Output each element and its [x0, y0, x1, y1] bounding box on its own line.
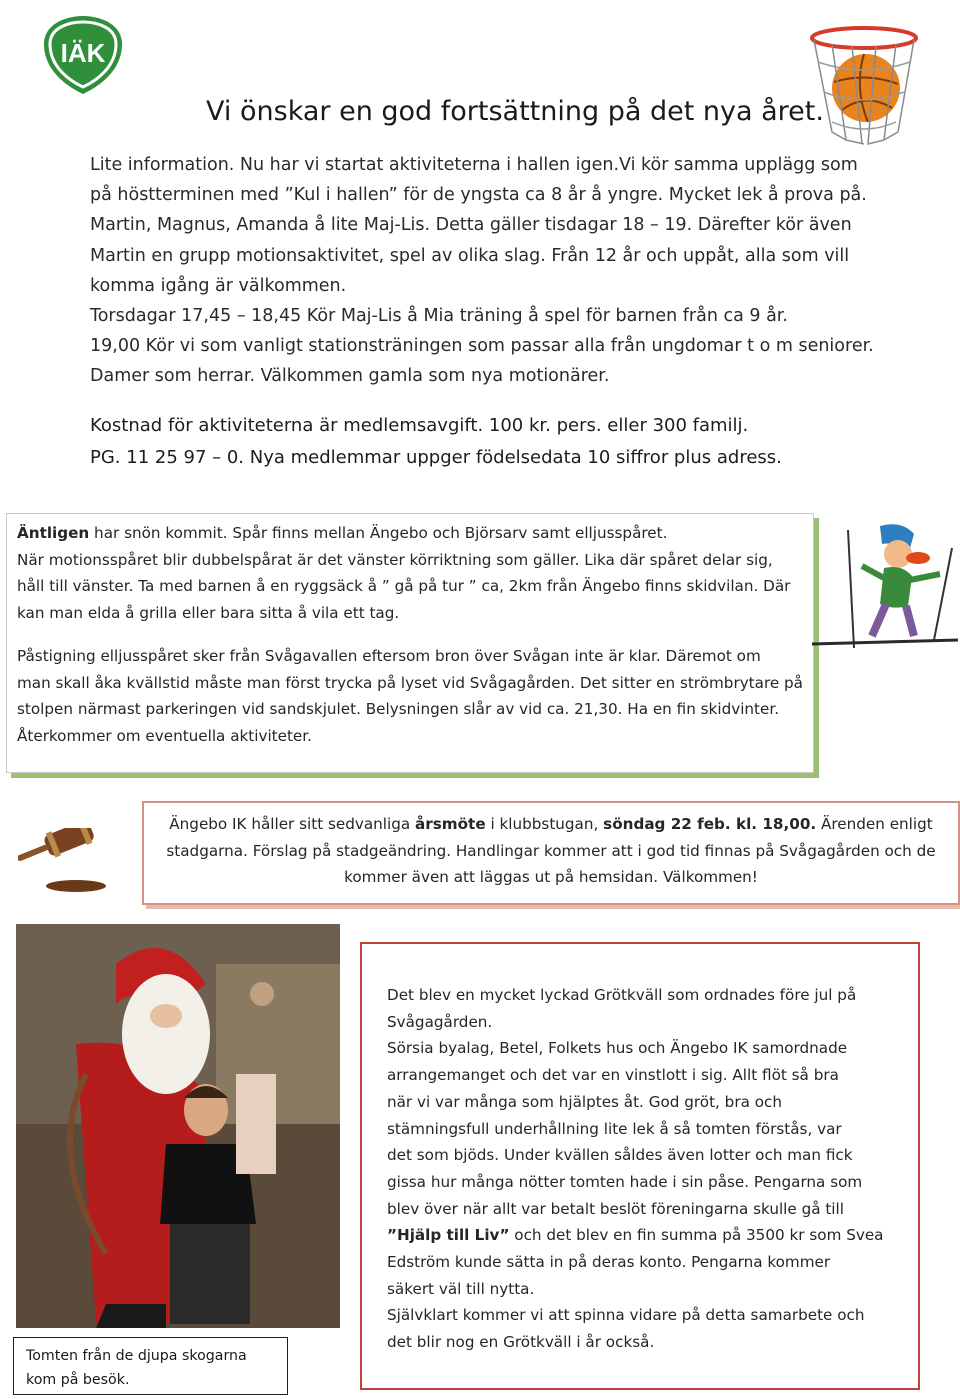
ski-line: man skall åka kvällstid måste man först trycka på lyset vid Svågagården. Det sitter en strömbrytare på	[17, 673, 803, 692]
intro-line: på höstterminen med ”Kul i hallen” för de yngsta ca 8 år å yngre. Mycket lek å prova på.	[90, 185, 867, 206]
photo-caption	[13, 1337, 288, 1395]
story-bold-rest: och det blev en fin summa på 3500 kr som Svea	[509, 1226, 884, 1245]
story-line: Det blev en mycket lyckad Grötkväll som ordnades före jul på	[387, 986, 857, 1004]
intro-line: Martin, Magnus, Amanda å lite Maj-Lis. Detta gäller tisdagar 18 – 19. Därefter kör även	[90, 215, 852, 236]
ski-line: Påstigning elljusspåret sker från Svågavallen eftersom bron över Svågan inte är klar. Däremot om	[17, 647, 761, 665]
santa-photo	[16, 924, 340, 1328]
story-line: säkert väl till nytta.	[387, 1279, 535, 1298]
club-logo-text: IÄK	[60, 38, 106, 68]
basketball-hoop-icon	[806, 22, 924, 146]
story-line: arrangemanget och det var en vinstlott i sig. Allt flöt så bra	[387, 1066, 839, 1085]
meeting-date: söndag 22 feb. kl. 18,00.	[603, 815, 817, 833]
intro-line: Lite information. Nu har vi startat aktiviteterna i hallen igen.Vi kör samma upplägg som	[90, 155, 858, 175]
meeting-line-1	[144, 811, 958, 838]
grotkvall-story-box	[360, 942, 920, 1390]
story-line: Svågagården.	[387, 1012, 493, 1031]
intro-line: 19,00 Kör vi som vanligt stationsträningen som passar alla från ungdomar t o m seniorer.	[90, 336, 874, 357]
ski-line: kan man elda å grilla eller bara sitta å vila ett tag.	[17, 603, 400, 622]
meeting-text: Ärenden enligt	[816, 815, 933, 833]
meeting-bold: årsmöte	[415, 815, 486, 833]
story-line: Edström kunde sätta in på deras konto. Pengarna kommer	[387, 1253, 831, 1272]
story-line: Sörsia byalag, Betel, Folkets hus och Ängebo IK samordnade	[387, 1039, 848, 1058]
skier-illustration	[810, 518, 960, 654]
intro-section	[90, 150, 920, 474]
intro-line: Damer som herrar. Välkommen gamla som nya motionärer.	[90, 366, 610, 387]
story-bold-phrase: ”Hjälp till Liv”	[387, 1226, 510, 1245]
cost-line: Kostnad för aktiviteterna är medlemsavgift. 100 kr. pers. eller 300 familj.	[90, 414, 749, 436]
ski-line: håll till vänster. Ta med barnen å en ryggsäck å ” gå på tur ” ca, 2km från Ängebo finns skidvilan. Där	[17, 577, 791, 595]
meeting-text: Ängebo IK håller sitt sedvanliga	[169, 815, 416, 833]
cost-line: PG. 11 25 97 – 0. Nya medlemmar uppger födelsedata 10 siffror plus adress.	[90, 446, 782, 468]
annual-meeting-box	[142, 801, 960, 905]
caption-line: Tomten från de djupa skogarna	[26, 1348, 247, 1364]
story-line: Självklart kommer vi att spinna vidare på detta samarbete och	[387, 1306, 865, 1325]
ski-info-box	[6, 513, 814, 773]
meeting-line-2: stadgarna. Förslag på stadgeändring. Handlingar kommer att i god tid finnas på Svågagården och de	[166, 841, 936, 860]
ski-line: Återkommer om eventuella aktiviteter.	[17, 726, 312, 745]
story-line: stämningsfull underhållning lite lek å så tomten förstås, var	[387, 1119, 842, 1138]
story-line: blev över när allt var betalt beslöt föreningarna skulle gå till	[387, 1199, 844, 1218]
gavel-icon	[18, 828, 118, 894]
ski-line: stolpen närmast parkeringen vid sandskjulet. Belysningen slår av vid ca. 21,30. Ha en fin skidvinter.	[17, 700, 780, 718]
ski-lead-bold: Äntligen	[17, 524, 90, 542]
cost-section	[90, 410, 920, 474]
story-line-bold	[387, 1222, 897, 1249]
ski-lead-rest: har snön kommit. Spår finns mellan Ängebo och Björsarv samt elljusspåret.	[89, 524, 668, 542]
page-title: Vi önskar en god fortsättning på det nya året.	[206, 96, 824, 127]
ski-lead-line	[17, 520, 807, 547]
caption-line: kom på besök.	[26, 1372, 130, 1388]
story-line: det blir nog en Grötkväll i år också.	[387, 1333, 655, 1352]
story-line: när vi var många som hjälptes åt. God gröt, bra och	[387, 1092, 782, 1111]
intro-line: komma igång är välkommen.	[90, 275, 347, 296]
meeting-line-3: kommer även att läggas ut på hemsidan. Välkommen!	[344, 868, 758, 886]
intro-line: Martin en grupp motionsaktivitet, spel av olika slag. Från 12 år och uppåt, alla som vill	[90, 245, 850, 266]
ski-line: När motionsspåret blir dubbelspårat är det vänster körriktning som gäller. Lika där spåret delar sig,	[17, 550, 773, 569]
story-line: det som bjöds. Under kvällen såldes även lotter och man fick	[387, 1146, 853, 1165]
meeting-text: i klubbstugan,	[485, 815, 604, 833]
story-line: gissa hur många nötter tomten hade i sin påse. Pengarna som	[387, 1172, 863, 1191]
club-logo	[38, 14, 128, 96]
intro-line: Torsdagar 17,45 – 18,45 Kör Maj-Lis å Mia träning å spel för barnen från ca 9 år.	[90, 306, 788, 327]
